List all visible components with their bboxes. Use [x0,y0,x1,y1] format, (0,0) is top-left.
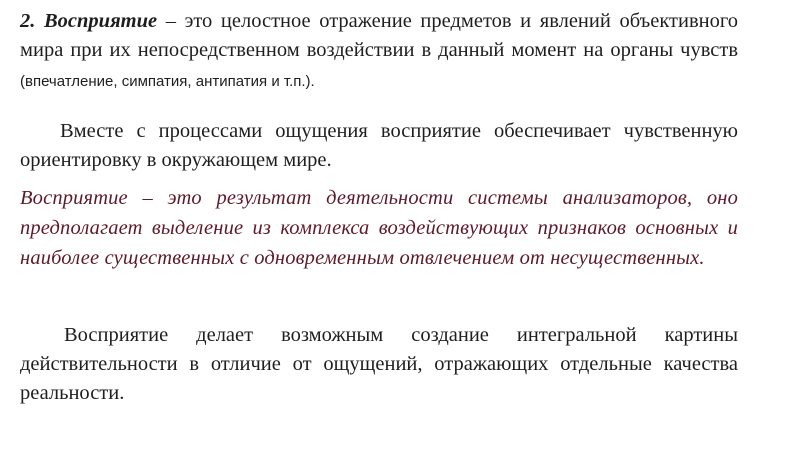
paragraph-integral-picture [20,321,738,408]
analyzers-text: Восприятие – это результат деятельности системы анализаторов, оно предполагает выделение из комплекса воздействующих признаков основных и наиболее существенных с одновременным отвлечением от несущественных. [20,187,738,269]
dash-separator: – [157,10,185,32]
integral-picture-text: Восприятие делает возможным создание интегральной картины действительности в отличие от ощущений, отражающих отдельные качества реальности. [20,324,738,404]
paragraph-analyzers [20,183,738,273]
examples-text: (впечатление, симпатия, антипатия и т.п.). [20,73,315,90]
definition-text: это целостное отражение предметов и явлений объективного мира при их непосредственном воздействии в данный момент на органы чувств [20,10,738,61]
term-heading: 2. Восприятие [20,10,158,32]
paragraph-definition [20,7,738,96]
paragraph-orientation [20,117,738,175]
orientation-text: Вместе с процессами ощущения восприятие обеспечивает чувственную ориентировку в окружающем мире. [20,120,738,171]
